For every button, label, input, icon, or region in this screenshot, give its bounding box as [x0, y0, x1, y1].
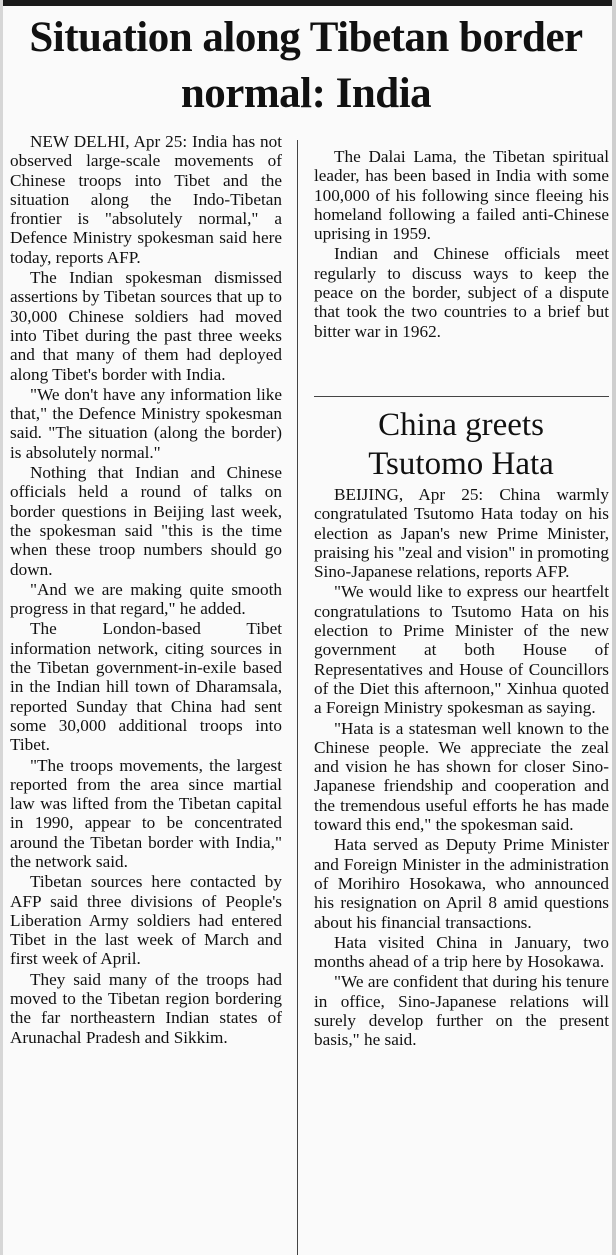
second-paragraph-1: BEIJING, Apr 25: China warmly congratulated Tsutomo Hata today on his election as Japan's new Prime Minister, praising his "zeal and vision" in promoting Sino-Japanese relations, reports AFP.: [314, 485, 609, 582]
top-border-rule: [0, 0, 616, 6]
column-divider: [297, 140, 298, 1255]
main-paragraph-11: Indian and Chinese officials meet regularly to discuss ways to keep the peace on the border, subject of a dispute that took the two countries to a brief but bitter war in 1962.: [314, 244, 609, 341]
second-paragraph-5: Hata visited China in January, two months ahead of a trip here by Hosokawa.: [314, 932, 609, 972]
right-edge: [612, 0, 616, 1255]
second-article-column: [314, 485, 609, 1050]
main-paragraph-6: The London-based Tibet information network, citing sources in the Tibetan government-in-exile based in the Indian hill town of Dharamsala, reported Sunday that China had sent some 30,000 additional troops into Tibet.: [10, 619, 282, 755]
main-paragraph-4: Nothing that Indian and Chinese officials held a round of talks on border questions in Beijing last week, the spokesman said "this is the time when these troop numbers should go down.: [10, 463, 282, 579]
left-edge: [0, 0, 3, 1255]
second-paragraph-4: Hata served as Deputy Prime Minister and Foreign Minister in the administration of Morihiro Hosokawa, who announced his resignation on April 8 amid questions about his financial transactions.: [314, 835, 609, 932]
main-paragraph-9: They said many of the troops had moved to the Tibetan region bordering the far northeastern Indian states of Arunachal Pradesh and Sikkim.: [10, 969, 282, 1047]
main-paragraph-7: "The troops movements, the largest reported from the area since martial law was lifted from the Tibetan capital in 1990, appear to be concentrated around the Tibetan border with India," the network said.: [10, 755, 282, 871]
main-paragraph-8: Tibetan sources here contacted by AFP said three divisions of People's Liberation Army soldiers had entered Tibet in the last week of March and first week of April.: [10, 872, 282, 969]
main-paragraph-1: NEW DELHI, Apr 25: India has not observed large-scale movements of Chinese troops into Tibet and the situation along the Indo-Tibetan frontier is "absolutely normal," a Defence Ministry spokesman said here today, reports AFP.: [10, 132, 282, 267]
main-article-column-2: [314, 147, 609, 341]
second-paragraph-3: "Hata is a statesman well known to the Chinese people. We appreciate the zeal and vision he has shown for closer Sino-Japanese friendship and cooperation and the tremendous useful efforts he has made toward this end," the spokesman said.: [314, 718, 609, 835]
article-separator-rule: [314, 396, 609, 397]
main-headline: Situation along Tibetan border normal: India: [29, 14, 583, 117]
main-paragraph-2: The Indian spokesman dismissed assertions by Tibetan sources that up to 30,000 Chinese soldiers had moved into Tibet during the past three weeks and that many of them had deployed along Tibet's border with India.: [10, 268, 282, 384]
main-paragraph-5: "And we are making quite smooth progress in that regard," he added.: [10, 579, 282, 619]
main-article-column-1: [10, 132, 282, 1047]
second-paragraph-6: "We are confident that during his tenure in office, Sino-Japanese relations will surely develop further on the present basis," he said.: [314, 972, 609, 1050]
second-paragraph-2: "We would like to express our heartfelt congratulations to Tsutomo Hata on his election to Prime Minister of the new government at both House of Representatives and House of Councillors of the Diet this afternoon," Xinhua quoted a Foreign Ministry spokesman as saying.: [314, 582, 609, 718]
second-headline: China greets Tsutomo Hata: [368, 407, 554, 482]
main-paragraph-10: The Dalai Lama, the Tibetan spiritual leader, has been based in India with some 100,000 of his following since fleeing his homeland following a failed anti-Chinese uprising in 1959.: [314, 147, 609, 244]
main-paragraph-3: "We don't have any information like that," the Defence Ministry spokesman said. "The situation (along the border) is absolutely normal.": [10, 384, 282, 462]
